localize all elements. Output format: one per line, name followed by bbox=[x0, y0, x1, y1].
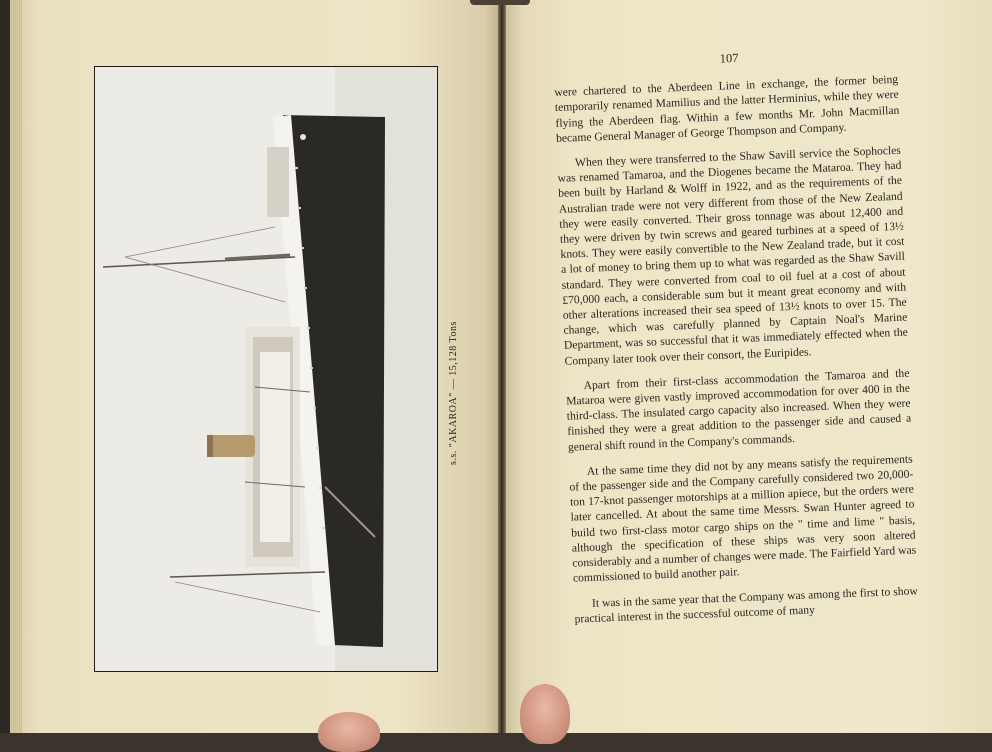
photo-caption-area bbox=[447, 305, 461, 465]
thumb-left bbox=[318, 712, 380, 752]
page-edges bbox=[10, 0, 22, 733]
paragraph: It was in the same year that the Company was among the first to show practical interest in the successful outcome of many bbox=[574, 583, 918, 626]
paragraph: Apart from their first-class accommodation the Tamaroa and the Mataroa were given vastly improved accommodation for over 400 in the third-class. The insulated cargo capacity also increased. When they were finished they were a great addition to the passenger side and caused a general shift round in the Company's commands. bbox=[565, 366, 912, 454]
book-gutter bbox=[498, 0, 506, 733]
paragraph: At the same time they did not by any means satisfy the requirements of the passenger side and the Company carefully considered two 20,000-ton 17-knot passenger motorships at a million apiece, but the orders were later cancelled. At about the same time Messrs. Swan Hunter agreed to build two first-class motor cargo ships on the " time and lime " basis, although the specification of these ships was very soon altered considerably and a number of changes were made. The Fairfield Yard was commissioned to build another pair. bbox=[569, 452, 917, 585]
ship-photograph bbox=[94, 66, 438, 672]
thumb-right bbox=[520, 684, 570, 744]
page-text bbox=[553, 45, 919, 637]
ribbon-marker bbox=[470, 0, 530, 5]
paragraph: When they were transferred to the Shaw Savill service the Sophocles was renamed Tamaroa, and the Diogenes became the Mataroa. They had been built by Harland & Wolff in 1922, and as the requirements of the Australian trade were not very different from those of the New Zealand they were easily converted. Their gross tonnage was about 12,400 and they were driven by twin screws and geared turbines at a speed of 13½ knots. They were easily convertible to the New Zealand trade, but it cost a lot of money to bring them up to what was regarded as the Shaw Savill standard. They were converted from coal to oil fuel at a cost of about £70,000 each, a considerable sum but it meant great economy and with other alterations increased their sea speed of 13½ knots to over 15. The change, which was carefully planned by Captain Noal's Marine Department, was so successful that it was immediately effected when the Company later took over their consort, the Euripides. bbox=[557, 143, 909, 368]
page-number: 107 bbox=[719, 50, 739, 66]
photo-caption: s.s. "AKAROA" — 15,128 Tons bbox=[448, 321, 459, 465]
ship-funnel bbox=[207, 435, 255, 457]
paragraph: were chartered to the Aberdeen Line in exchange, the former being temporarily renamed Mamilius and the latter Herminius, while they were flying the Aberdeen flag. Within a few months Mr. John Macmillan became General Manager of George Thompson and Company. bbox=[554, 72, 900, 145]
ship-illustration bbox=[95, 67, 437, 671]
